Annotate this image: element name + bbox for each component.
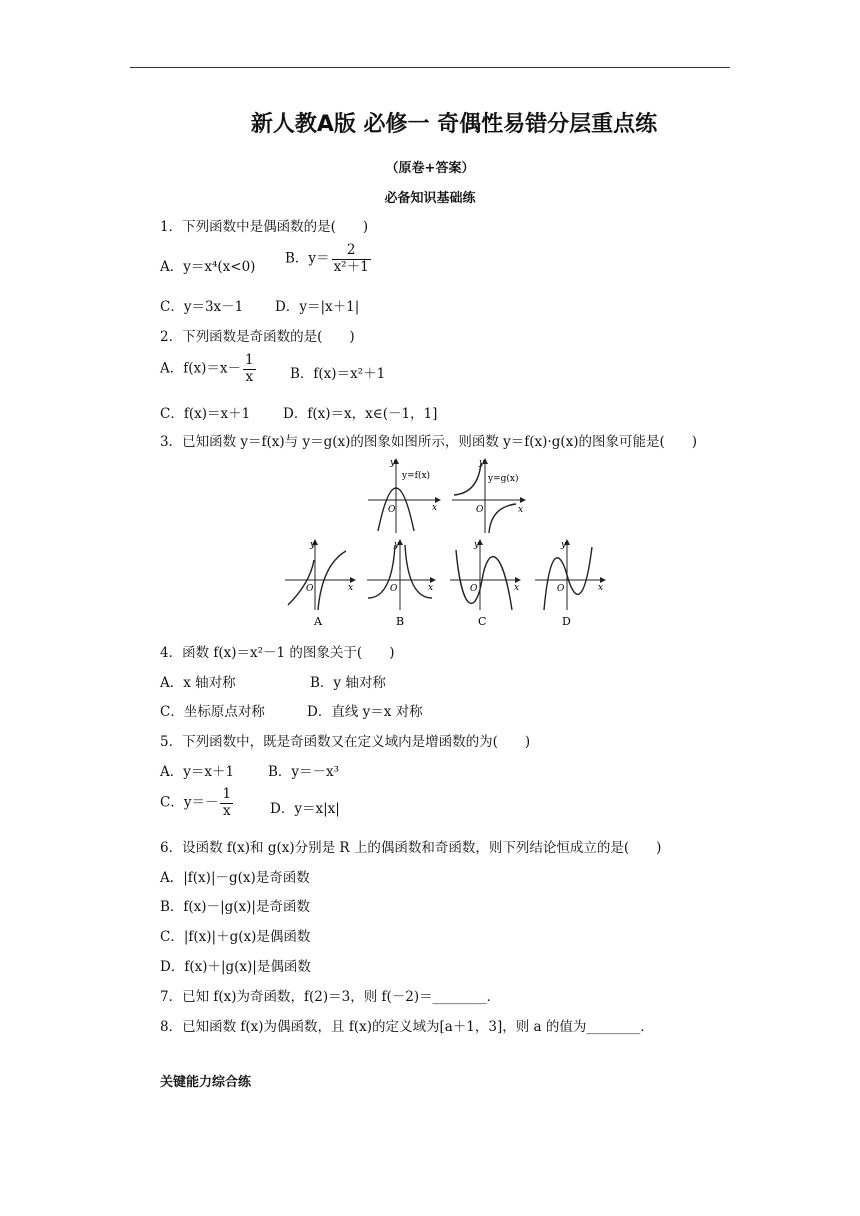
q1-b-denominator: x²＋1	[333, 258, 369, 275]
q5-option-c	[160, 787, 235, 819]
graph-f-origin: O	[388, 505, 396, 515]
q6-option-d: D．f(x)＋|g(x)|是偶函数	[160, 959, 311, 975]
option-a-axis-x: x	[348, 583, 354, 593]
option-b-label: B	[396, 615, 405, 628]
option-d-label: D	[562, 615, 571, 628]
option-c-axis-x: x	[514, 583, 520, 593]
graph-g-axis-y: y	[479, 458, 485, 468]
q2-option-d: D．f(x)＝x，x∈(－1，1]	[283, 406, 438, 422]
q2-a-denominator: x	[245, 368, 254, 385]
option-b-origin: O	[390, 584, 398, 594]
graph-g-axis-x: x	[518, 505, 524, 515]
page-subtitle: （原卷+答案）	[385, 161, 475, 176]
option-a-label: A	[314, 615, 322, 628]
graph-option-d	[535, 540, 605, 628]
q7-stem: 7．已知 f(x)为奇函数，f(2)＝3，则 f(－2)＝________．	[160, 989, 501, 1005]
q2-a-numerator: 1	[245, 352, 254, 368]
q2-option-b: B．f(x)＝x²＋1	[290, 366, 386, 382]
option-c-origin: O	[470, 584, 478, 594]
q1-option-c: C．y＝3x－1	[160, 299, 244, 315]
q2-option-c: C．f(x)＝x＋1	[160, 406, 251, 422]
section-heading-basic: 必备知识基础练	[384, 191, 476, 206]
option-c-axis-y: y	[474, 540, 480, 550]
q1-stem: 1．下列函数中是偶函数的是( )	[160, 219, 369, 235]
graph-option-a	[285, 540, 355, 628]
q2-option-a-prefix: A．f(x)＝x－	[160, 360, 242, 377]
q4-option-d: D．直线 y＝x 对称	[307, 704, 423, 720]
q6-option-a: A．|f(x)|－g(x)是奇函数	[160, 870, 310, 886]
section-heading-advanced: 关键能力综合练	[160, 1075, 252, 1090]
graph-option-b	[367, 540, 435, 628]
q5-stem: 5．下列函数中，既是奇函数又在定义域内是增函数的为( )	[160, 734, 531, 750]
graph-option-c	[450, 540, 520, 628]
q1-option-b-prefix: B．y＝	[285, 250, 330, 267]
q5-option-a: A．y＝x＋1	[160, 764, 235, 780]
option-b-axis-x: x	[428, 583, 434, 593]
header-rule	[130, 67, 730, 68]
q5-option-c-prefix: C．y＝－	[160, 794, 219, 811]
graph-g-label: y=g(x)	[488, 474, 519, 484]
q1-option-d: D．y＝|x＋1|	[275, 299, 360, 315]
q5-option-d: D．y＝x|x|	[270, 801, 340, 817]
option-d-axis-x: x	[598, 583, 604, 593]
q2-option-a	[160, 353, 258, 385]
q3-figure	[280, 455, 620, 630]
page-title: 新人教A版 必修一 奇偶性易错分层重点练	[250, 112, 658, 137]
q1-option-a: A．y＝x⁴(x<0)	[160, 259, 256, 275]
q6-stem: 6．设函数 f(x)和 g(x)分别是 R 上的偶函数和奇函数，则下列结论恒成立的是( )	[160, 840, 662, 856]
option-a-axis-y: y	[310, 540, 316, 550]
q5-option-b: B．y＝－x³	[268, 764, 340, 780]
q1-option-b-fraction	[332, 243, 371, 275]
q6-option-c: C．|f(x)|＋g(x)是偶函数	[160, 929, 311, 945]
q4-option-a: A．x 轴对称	[160, 675, 236, 691]
graph-f-label: y=f(x)	[402, 471, 431, 481]
q2-stem: 2．下列函数是奇函数的是( )	[160, 329, 355, 345]
q4-option-b: B．y 轴对称	[310, 675, 386, 691]
q5-option-c-fraction	[220, 787, 233, 819]
graph-f	[368, 458, 440, 533]
q6-option-b: B．f(x)－|g(x)|是奇函数	[160, 899, 310, 915]
option-a-origin: O	[306, 584, 314, 594]
q4-stem: 4．函数 f(x)＝x²－1 的图象关于( )	[160, 645, 395, 661]
q1-option-b	[285, 243, 373, 275]
q8-stem: 8．已知函数 f(x)为偶函数，且 f(x)的定义域为[a＋1，3]，则 a 的值为________．	[160, 1019, 654, 1035]
q2-option-a-fraction	[243, 353, 256, 385]
option-d-origin: O	[557, 584, 565, 594]
q5-c-numerator: 1	[222, 786, 232, 802]
q1-b-numerator: 2	[332, 243, 371, 260]
q3-stem: 3．已知函数 y＝f(x)与 y＝g(x)的图象如图所示，则函数 y＝f(x)·g(x)的图象可能是( )	[160, 434, 698, 450]
q4-option-c: C．坐标原点对称	[160, 704, 265, 720]
option-b-axis-y: y	[394, 540, 400, 550]
q5-c-denominator: x	[222, 802, 231, 819]
graph-g-origin: O	[476, 505, 484, 515]
graph-g	[452, 458, 525, 533]
option-c-label: C	[478, 615, 487, 628]
graph-f-axis-x: x	[432, 503, 438, 513]
option-d-axis-y: y	[561, 540, 567, 550]
graph-f-axis-y: y	[390, 458, 396, 468]
